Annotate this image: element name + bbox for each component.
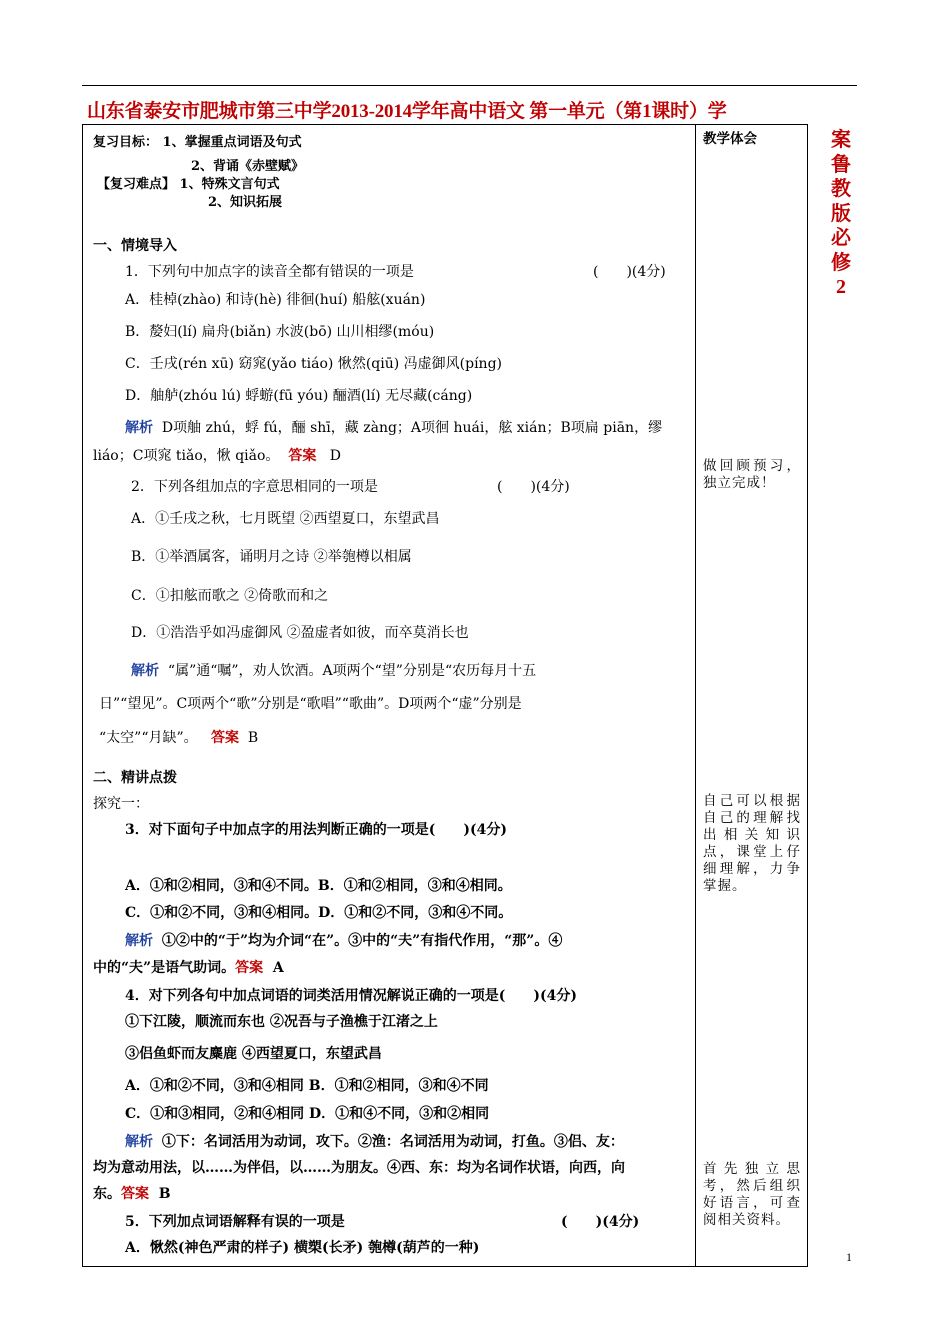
option-d: D．①浩浩乎如冯虚御风 ②盈虚者如彼，而卒莫消长也 xyxy=(131,625,469,641)
analysis-label: 解析 xyxy=(125,420,153,436)
section-heading: 二、精讲点拨 xyxy=(93,770,177,786)
answer-value: B xyxy=(247,730,259,746)
option-c: C．壬戌(rén xū) 窈窕(yǎo tiáo) 愀然(qiū) 冯虚御风(píng) xyxy=(125,356,503,372)
section-heading: 一、情境导入 xyxy=(93,238,177,254)
column-divider xyxy=(695,125,696,1266)
analysis-text: 中的“夫”是语气助词。 xyxy=(93,960,236,976)
page-number: 1 xyxy=(846,1250,852,1264)
analysis-text: ①②中的“于”均为介词“在”。③中的“夫”有指代作用，“那”。④ xyxy=(161,933,563,949)
side-column-header: 教学体会 xyxy=(703,131,757,147)
objectives-line: 2、背诵《赤壁赋》 xyxy=(191,159,305,174)
analysis-text: 日”“望见”。C项两个“歌”分别是“歌唱”“歌曲”。D项两个“虚”分别是 xyxy=(99,696,522,712)
option-a: A．桂棹(zhào) 和诗(hè) 徘徊(huí) 船舷(xuán) xyxy=(125,292,426,308)
answer-value: D xyxy=(329,448,341,464)
header-rule xyxy=(82,85,857,86)
analysis-text: liáo；C项窕 tiǎo，愀 qiǎo。 xyxy=(93,448,280,464)
analysis-label: 解析 xyxy=(125,1134,153,1150)
option-c: C．①扣舷而歌之 ②倚歌而和之 xyxy=(131,588,329,604)
lesson-table xyxy=(82,124,808,1267)
answer-label: 答案 xyxy=(288,448,317,464)
answer-label: 答案 xyxy=(235,960,264,976)
title-char: 2 xyxy=(836,276,846,298)
title-char: 鲁 xyxy=(831,153,851,176)
analysis-text: 东。 xyxy=(93,1186,121,1202)
option-b: B．①举酒属客，诵明月之诗 ②举匏樽以相属 xyxy=(131,549,412,565)
difficulty-line: 2、知识拓展 xyxy=(208,195,283,210)
options-cd: C．①和②不同，③和④相同。D．①和②不同，③和④不同。 xyxy=(125,905,513,921)
title-char: 版 xyxy=(831,202,851,225)
analysis-text: D项舳 zhú，蜉 fú，酾 shī，藏 zàng；A项徊 huái，舷 xián；B项扁 piān，缪 xyxy=(161,420,663,436)
answer-label: 答案 xyxy=(121,1186,149,1202)
analysis-label: 解析 xyxy=(131,663,159,679)
analysis-text: “属”通“嘱”，劝人饮酒。A项两个“望”分别是“农历每月十五 xyxy=(167,663,537,679)
question-stem: 1．下列句中加点字的读音全都有错误的一项是 xyxy=(125,264,414,280)
option-b: B．嫠妇(lí) 扁舟(biǎn) 水波(bō) 山川相缪(móu) xyxy=(125,324,435,340)
answer-value: B xyxy=(158,1186,171,1202)
option-a: A．愀然(神色严肃的样子) 横槊(长矛) 匏樽(葫芦的一种) xyxy=(125,1240,480,1256)
options-ab: A．①和②不同，③和④相同 B．①和②相同，③和④不同 xyxy=(125,1078,489,1094)
option-d: D．舳舻(zhóu lú) 蜉蝣(fū yóu) 酾酒(lí) 无尽藏(cáng) xyxy=(125,388,473,404)
option-a: A．①壬戌之秋，七月既望 ②西望夏口，东望武昌 xyxy=(131,511,440,527)
explore-label: 探究一： xyxy=(93,796,149,812)
question-stem: 5．下列加点词语解释有误的一项是 xyxy=(125,1214,345,1230)
question-stem: 2．下列各组加点的字意思相同的一项是 xyxy=(131,479,378,495)
analysis-label: 解析 xyxy=(125,933,153,949)
answer-label: 答案 xyxy=(211,730,239,746)
analysis-text: ①下：名词活用为动词，攻下。②渔：名词活用为动词，打鱼。③侣、友： xyxy=(161,1134,624,1150)
title-char: 必 xyxy=(831,227,851,249)
page-title-continued xyxy=(826,128,856,300)
side-note: 自己可以根据自己的理解找出相关知识点，课堂上仔细理解，力争掌握。 xyxy=(703,793,801,894)
question-stem: 4．对下列各句中加点词语的词类活用情况解说正确的一项是( )(4分) xyxy=(125,988,577,1004)
analysis-text: “太空”“月缺”。 xyxy=(99,730,198,746)
objectives-line: 复习目标： 1、掌握重点词语及句式 xyxy=(93,135,302,150)
difficulty-line: 【复习难点】 1、特殊文言句式 xyxy=(97,177,280,192)
question-score: ( )(4分) xyxy=(497,479,570,495)
answer-value: A xyxy=(272,960,284,976)
question-score: ( )(4分) xyxy=(593,264,666,280)
options-cd: C．①和③相同，②和④相同 D．①和④不同，③和②相同 xyxy=(125,1106,490,1122)
side-note: 首先独立思考，然后组织好语言，可查阅相关资料。 xyxy=(703,1161,801,1228)
title-char: 教 xyxy=(831,178,851,200)
page-title: 山东省泰安市肥城市第三中学2013-2014学年高中语文 第一单元（第1课时）学 xyxy=(87,101,727,122)
side-note: 做回顾预习，独立完成！ xyxy=(703,458,801,491)
options-ab: A．①和②相同，③和④不同。B．①和②相同，③和④相同。 xyxy=(125,878,512,894)
question-score: ( )(4分) xyxy=(561,1214,640,1230)
title-char: 修 xyxy=(831,251,851,274)
analysis-text: 均为意动用法，以……为伴侣，以……为朋友。④西、东：均为名词作状语，向西，向 xyxy=(93,1160,625,1176)
question-stem: 3．对下面句子中加点字的用法判断正确的一项是( )(4分) xyxy=(125,822,507,838)
sentence-line: ③侣鱼虾而友麋鹿 ④西望夏口，东望武昌 xyxy=(125,1046,382,1062)
title-char: 案 xyxy=(831,129,851,151)
sentence-line: ①下江陵，顺流而东也 ②况吾与子渔樵于江渚之上 xyxy=(125,1014,438,1030)
